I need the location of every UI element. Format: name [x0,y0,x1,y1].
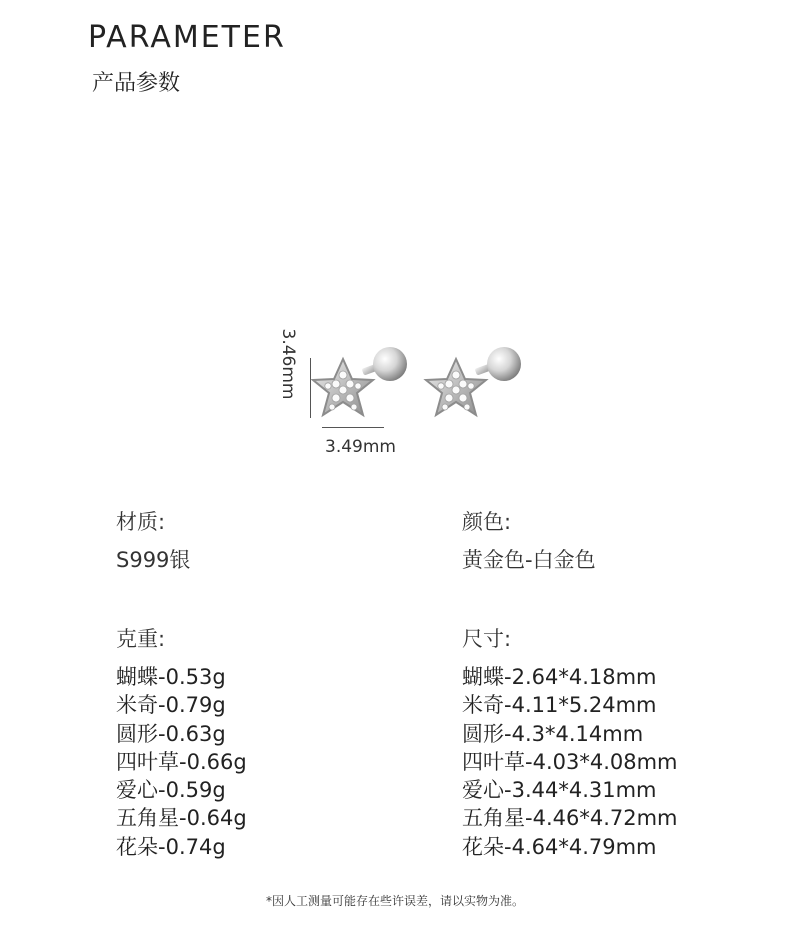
size-label: 尺寸: [462,627,512,651]
list-item: 花朵-4.64*4.79mm [462,834,657,859]
star-stud-earring-icon [270,310,530,470]
right-earring [426,347,521,415]
weight-list [116,663,247,861]
color-value: 黄金色-白金色 [462,548,596,572]
list-item: 四叶草-0.66g [116,749,247,774]
list-item: 米奇-0.79g [116,693,226,718]
list-item: 圆形-4.3*4.14mm [462,721,644,746]
height-dimension-label: 3.46mm [278,328,298,400]
list-item: 花朵-0.74g [116,834,226,859]
list-item: 蝴蝶-0.53g [116,665,226,689]
list-item: 四叶草-4.03*4.08mm [462,749,678,774]
page-subtitle: 产品参数 [92,71,181,96]
list-item: 蝴蝶-2.64*4.18mm [462,665,657,689]
width-dimension-label: 3.49mm [325,437,396,457]
weight-label: 克重: [116,627,166,651]
list-item: 爱心-0.59g [116,778,226,803]
size-list [462,663,678,861]
page-title: PARAMETER [88,20,286,55]
list-item: 五角星-4.46*4.72mm [462,806,678,831]
list-item: 爱心-3.44*4.31mm [462,778,657,803]
left-earring [313,347,407,415]
footnote: *因人工测量可能存在些许误差，请以实物为准。 [265,894,524,908]
list-item: 米奇-4.11*5.24mm [462,693,657,718]
material-value: S999银 [116,548,191,572]
material-label: 材质: [116,510,166,534]
list-item: 五角星-0.64g [116,806,247,831]
color-label: 颜色: [462,510,512,534]
list-item: 圆形-0.63g [116,721,226,746]
